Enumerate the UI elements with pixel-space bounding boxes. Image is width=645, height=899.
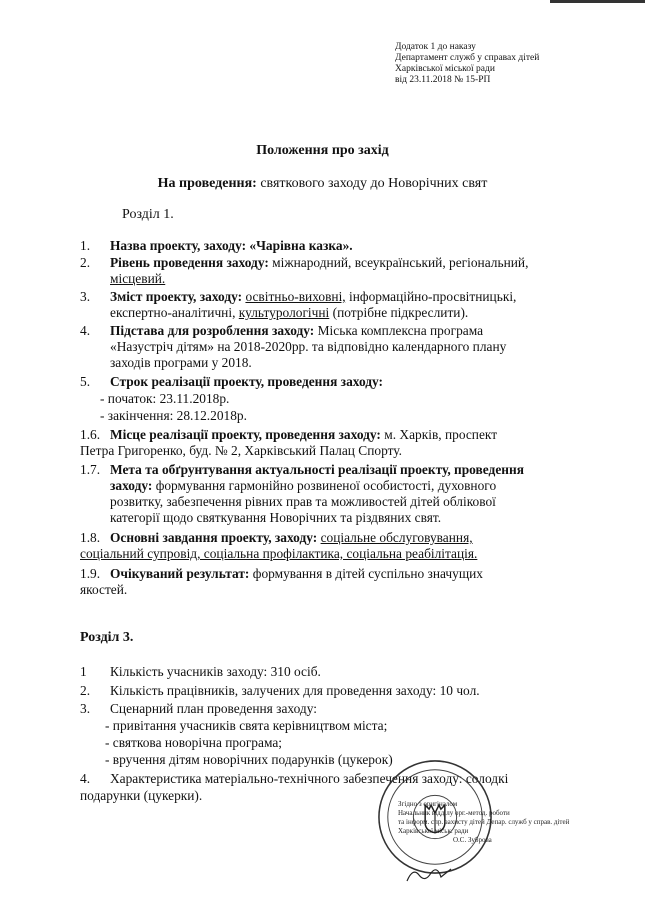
item-text: м. Харків, проспект [384,427,498,442]
item-text: Міська комплексна програма [317,323,484,338]
scan-artifact [550,0,645,3]
item-label: заходу: [110,478,153,493]
s3-item-4 [80,771,580,787]
stamp-signer: О.С. Зуброва [453,836,492,844]
header-line: Департамент служб у справах дітей [395,53,540,63]
item-underlined: соціальний супровід, соціальна профілактика, соціальна реабілітація. [80,546,478,561]
item-1-7-cont: розвитку, забезпечення рівних прав та можливостей дітей облікової [110,494,496,509]
item-1-7-cont [110,478,610,494]
item-text: Сценарний план проведення заходу: [110,701,317,716]
item-number: 4. [80,323,91,338]
subtitle-label: На проведення: [157,176,257,191]
header-line: Додаток 1 до наказу [395,42,476,52]
item-2-cont [80,271,580,287]
item-number: 1.9. [80,566,101,581]
item-3 [80,289,580,305]
item-label: Строк реалізації проекту, проведення заходу: [110,374,384,389]
s3-item-3 [80,701,580,717]
item-text: Кількість учасників заходу: 310 осіб. [110,664,321,679]
item-text: формування гармонійно розвиненої особистості, духовного [155,478,497,493]
item-4 [80,323,580,339]
item-text: формування в дітей суспільно значущих [252,566,483,581]
signature [405,863,453,885]
stamp-line: Харківської міськ. ради [398,827,469,835]
item-1 [80,238,580,254]
certification-stamp [398,800,569,845]
item-label: Очікуваний результат: [110,566,250,581]
item-5-end: - закінчення: 28.12.2018р. [100,408,247,423]
appendix-header [395,42,605,86]
item-1-9 [80,566,580,582]
item-text: інформаційно-просвітницькі, [349,289,517,304]
item-text: заходів програми у 2018. [110,355,252,370]
item-4-cont [80,339,580,355]
item-text: (потрібне підкреслити). [332,305,469,320]
item-number: 2. [80,683,91,698]
item-1-7 [80,462,580,478]
section1-heading: Розділ 1. [122,207,174,222]
s3-item-4-cont: подарунки (цукерки). [80,788,203,803]
s3-subitem: - святкова новорічна програма; [105,735,282,750]
item-text: «Назустріч дітям» на 2018-2020рр. та відповідно календарного плану [110,339,507,354]
s3-item-2 [80,683,580,699]
item-1-8-cont [80,546,580,562]
document-subtitle [0,176,645,192]
item-label: Назва проекту, заходу: «Чарівна казка». [110,238,353,253]
item-number: 3. [80,289,91,304]
item-1-7-cont: категорії щодо святкування Новорічних та різдвяних свят. [110,510,442,525]
item-label: Місце реалізації проекту, проведення заходу: [110,427,381,442]
item-underlined: соціальне обслуговування, [320,530,473,545]
section3-heading: Розділ 3. [80,630,134,645]
item-number: 5. [80,374,91,389]
stamp-line: Начальник відділу орг.-метод. роботи [398,809,510,817]
item-5-start: - початок: 23.11.2018р. [100,391,230,406]
item-1-6 [80,427,580,443]
s3-item-1 [80,664,580,680]
item-number: 1.6. [80,427,101,442]
item-number: 1.7. [80,462,101,477]
item-4-cont [80,355,580,371]
item-5 [80,374,580,390]
subtitle-text: святкового заходу до Новорічних свят [260,176,488,191]
item-label: Підстава для розроблення заходу: [110,323,315,338]
item-1-6-cont: Петра Григоренко, буд. № 2, Харківський Палац Спорту. [80,443,402,458]
item-underlined: культурологічні [238,305,330,320]
item-1-9-cont: якостей. [80,582,128,597]
item-3-cont [80,305,580,321]
item-number: 3. [80,701,91,716]
stamp-line: та інформ. спр. захисту дітей Депар. служб у справ. дітей [398,818,570,826]
header-line: Харківської міської ради [395,64,495,74]
item-1-8 [80,530,580,546]
s3-subitem: - привітання учасників свята керівництвом міста; [105,718,388,733]
item-label: Основні завдання проекту, заходу: [110,530,318,545]
item-label: Мета та обґрунтування актуальності реалізації проекту, проведення [110,462,524,477]
item-text: міжнародний, всеукраїнський, регіональний, [272,255,529,270]
item-number: 1. [80,238,91,253]
stamp-line: Згідно з оригіналом [398,800,458,808]
header-line: від 23.11.2018 № 15-РП [395,75,491,85]
item-text: Кількість працівників, залучених для проведення заходу: 10 чол. [110,683,480,698]
item-text: Характеристика матеріально-технічного забезпечення заходу: солодкі [110,771,509,786]
item-number: 1 [80,664,87,679]
item-text: експертно-аналітичні, [110,305,236,320]
item-number: 4. [80,771,91,786]
item-underlined: місцевий. [110,271,166,286]
document-title: Положення про захід [256,143,389,158]
item-2 [80,255,580,271]
s3-subitem: - вручення дітям новорічних подарунків (цукерок) [105,752,393,767]
item-underlined: освітньо-виховні, [245,289,346,304]
item-label: Зміст проекту, заходу: [110,289,243,304]
item-label: Рівень проведення заходу: [110,255,269,270]
item-number: 1.8. [80,530,101,545]
item-number: 2. [80,255,91,270]
